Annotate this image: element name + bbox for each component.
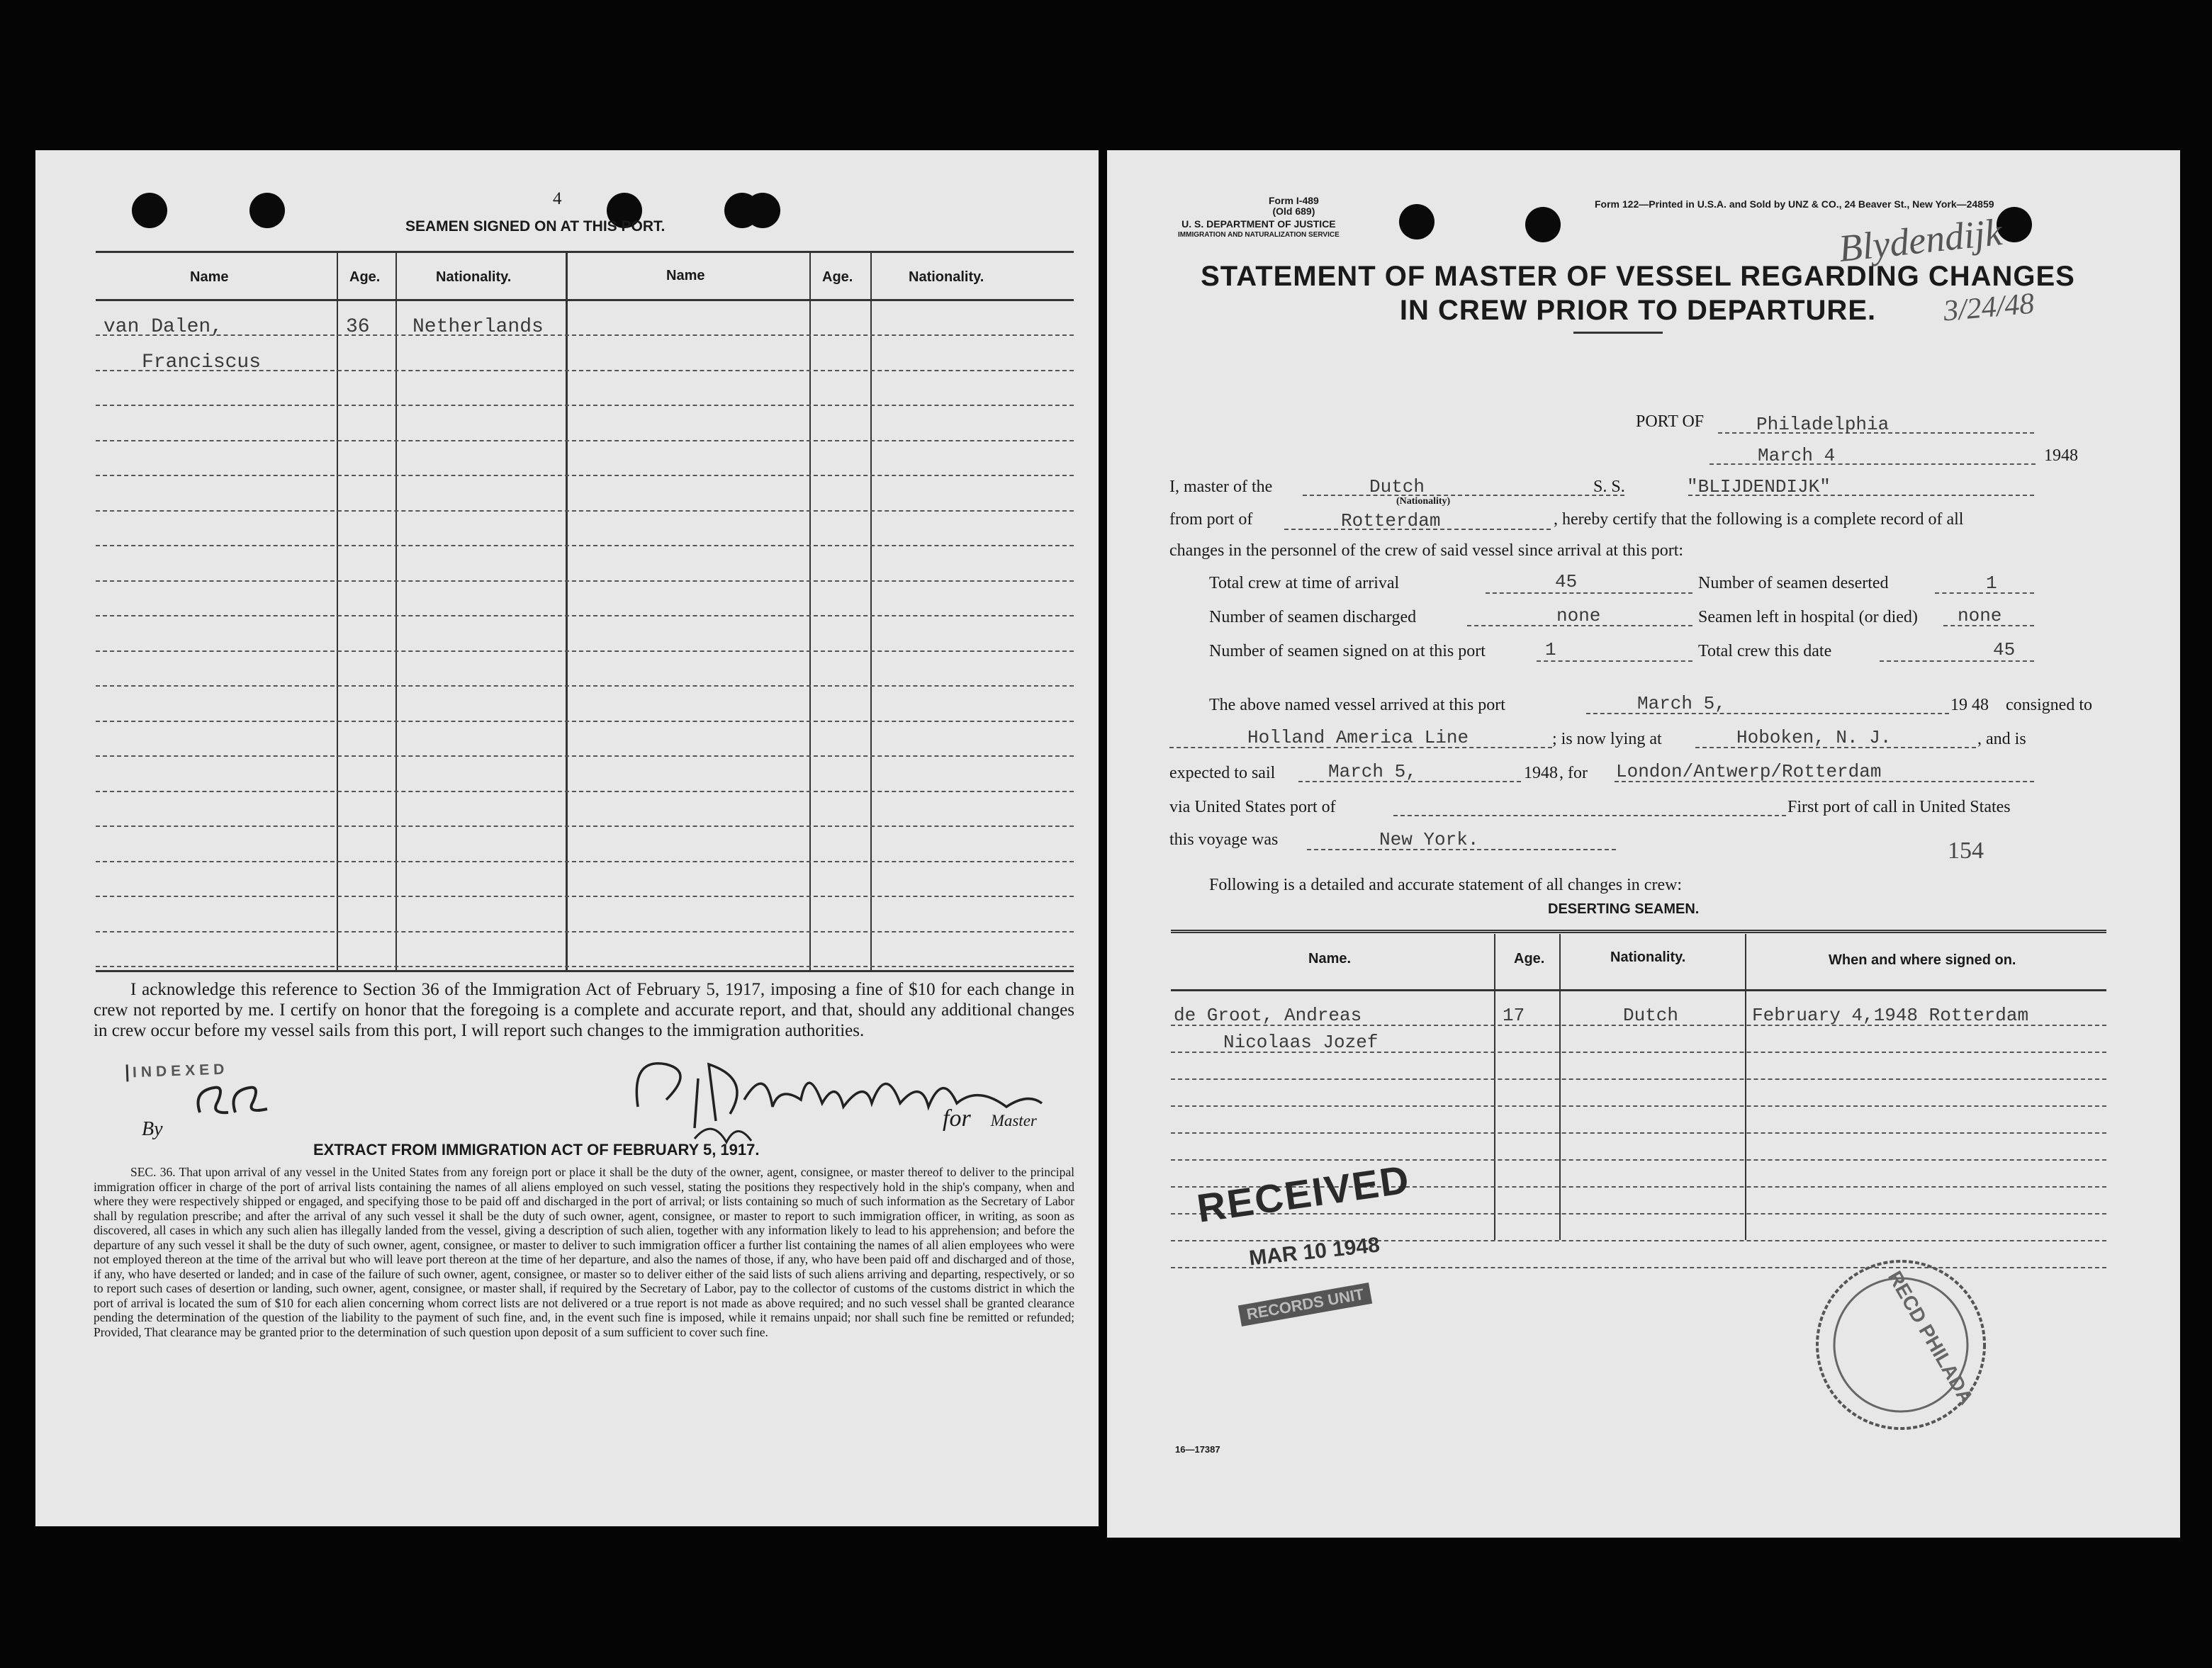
acknowledgement-text: I acknowledge this reference to Section 36 of the Immigration Act of February 5, 1917, imposing a fine of $10 for each change in crew not reported by me. I certify on honor that the foregoing is a complete and accurate report, and that, should any additional changes in crew occur before my vessel sails from this port, I will report such changes to the immigration authorities. xyxy=(94,980,1074,1040)
from-port-value: Rotterdam xyxy=(1341,510,1441,531)
table-row xyxy=(1171,1078,2106,1080)
round-stamp xyxy=(1809,1253,1993,1437)
certify-text-1: , hereby certify that the following is a complete record of all xyxy=(1554,510,1964,529)
column-header-nationality: Nationality. xyxy=(909,269,984,285)
table-row xyxy=(96,791,1074,792)
table-top-rule xyxy=(1171,930,2106,933)
first-port-label: First port of call in United States xyxy=(1787,798,2011,816)
total-crew-arrival-value: 45 xyxy=(1555,571,1578,592)
punch-hole xyxy=(745,193,780,228)
title-underline xyxy=(1573,332,1663,334)
serial-number: 154 xyxy=(1948,838,1984,864)
nationality-line xyxy=(1303,495,1624,496)
punch-hole xyxy=(249,193,285,228)
handwritten-vessel-name: Blydendijk xyxy=(1836,210,2004,270)
stat-line xyxy=(1486,592,1692,594)
master-of-label: I, master of the xyxy=(1169,478,1273,496)
page-number: 4 xyxy=(553,189,562,208)
table-row xyxy=(96,685,1074,687)
table-row xyxy=(96,861,1074,862)
seaman-name-line1: van Dalen, xyxy=(103,316,223,338)
deserter-age: 17 xyxy=(1503,1005,1525,1026)
column-header-name: Name. xyxy=(1308,951,1352,967)
deserter-nationality: Dutch xyxy=(1623,1005,1679,1026)
table-row xyxy=(1171,1105,2106,1107)
following-text: Following is a detailed and accurate statement of all changes in crew: xyxy=(1209,876,1683,894)
table-bottom-rule xyxy=(96,970,1074,972)
column-header-age: Age. xyxy=(1514,951,1545,967)
master-signature xyxy=(588,1036,1084,1149)
column-rule xyxy=(809,252,811,971)
column-header-nationality: Nationality. xyxy=(1610,949,1686,965)
punch-hole xyxy=(1525,207,1561,242)
destination-value: London/Antwerp/Rotterdam xyxy=(1616,761,1882,782)
handwritten-date: 3/24/48 xyxy=(1942,287,2036,328)
table-row xyxy=(96,755,1074,757)
from-port-label: from port of xyxy=(1169,510,1253,529)
deserter-name-line1: de Groot, Andreas xyxy=(1174,1005,1362,1026)
date-value: March 4 xyxy=(1758,445,1836,466)
table-row xyxy=(1171,1132,2106,1134)
discharged-value: none xyxy=(1556,605,1601,626)
punch-hole xyxy=(132,193,167,228)
voyage-value: New York. xyxy=(1379,829,1479,850)
table-row xyxy=(96,721,1074,722)
section-heading: SEAMEN SIGNED ON AT THIS PORT. xyxy=(405,218,666,235)
total-crew-date-value: 45 xyxy=(1993,639,2016,660)
round-stamp-text: RECD PHILADA xyxy=(1883,1267,1978,1409)
and-is-label: , and is xyxy=(1977,730,2026,748)
sail-year: 1948 xyxy=(1524,764,1558,782)
via-line xyxy=(1393,815,1786,816)
indexed-initials-scrawl xyxy=(186,1070,278,1127)
table-row xyxy=(96,405,1074,406)
table-row xyxy=(1171,1159,2106,1161)
department: U. S. DEPARTMENT OF JUSTICE IMMIGRATION AND NATURALIZATION SERVICE xyxy=(1178,218,1340,239)
table-top-rule xyxy=(96,251,1074,253)
deserted-value: 1 xyxy=(1986,573,1997,594)
master-label: for Master xyxy=(943,1105,1037,1132)
table-row xyxy=(96,510,1074,512)
column-header-name: Name xyxy=(190,269,229,285)
table-row xyxy=(96,545,1074,546)
table-row xyxy=(96,440,1074,441)
column-rule xyxy=(395,252,397,971)
table-row xyxy=(96,334,1074,336)
column-rule xyxy=(1494,934,1495,1240)
port-value: Philadelphia xyxy=(1756,414,1890,435)
ss-label: S. S. xyxy=(1593,478,1625,496)
lying-label: ; is now lying at xyxy=(1552,730,1662,748)
signed-on-value: 1 xyxy=(1545,639,1556,660)
indexed-stamp: INDEXED xyxy=(126,1061,229,1081)
indexed-by-label: By xyxy=(142,1118,163,1140)
seaman-nationality: Netherlands xyxy=(412,316,544,338)
table-row xyxy=(96,825,1074,827)
discharged-label: Number of seamen discharged xyxy=(1209,608,1417,626)
vessel-value: "BLIJDENDIJK" xyxy=(1687,476,1831,497)
records-unit-stamp: RECORDS UNIT xyxy=(1238,1283,1373,1326)
form-title: STATEMENT OF MASTER OF VESSEL REGARDING CHANGES IN CREW PRIOR TO DEPARTURE. xyxy=(1201,261,2075,326)
total-crew-arrival-label: Total crew at time of arrival xyxy=(1209,574,1400,592)
voyage-label: this voyage was xyxy=(1169,830,1279,849)
certify-text-2: changes in the personnel of the crew of said vessel since arrival at this port: xyxy=(1169,541,1684,560)
deserted-label: Number of seamen deserted xyxy=(1698,574,1889,592)
footer-code: 16—17387 xyxy=(1175,1444,1220,1455)
year-value: 1948 xyxy=(2044,446,2078,465)
received-stamp: RECEIVED xyxy=(1194,1156,1413,1231)
table-row xyxy=(96,580,1074,582)
consignee-value: Holland America Line xyxy=(1247,727,1469,748)
stat-line xyxy=(1537,660,1692,662)
for-label: , for xyxy=(1559,764,1588,782)
column-header-age: Age. xyxy=(822,269,853,285)
table-row xyxy=(96,615,1074,616)
column-header-age: Age. xyxy=(349,269,381,285)
hospital-value: none xyxy=(1958,605,2002,626)
table-row xyxy=(96,896,1074,897)
left-page xyxy=(35,150,1099,1526)
consigned-label: consigned to xyxy=(2006,696,2092,714)
seaman-name-line2: Franciscus xyxy=(142,351,262,373)
column-rule xyxy=(566,252,568,971)
deserter-name-line2: Nicolaas Jozef xyxy=(1223,1032,1379,1053)
column-header-name: Name xyxy=(666,268,705,283)
column-rule xyxy=(1559,934,1561,1240)
table-row xyxy=(96,650,1074,652)
right-page xyxy=(1107,150,2180,1538)
column-rule xyxy=(1745,934,1746,1240)
sail-label: expected to sail xyxy=(1169,764,1276,782)
arrived-year: 19 48 xyxy=(1950,696,1989,714)
port-label: PORT OF xyxy=(1636,412,1705,431)
column-rule xyxy=(337,252,338,971)
form-id: Form I-489 (Old 689) xyxy=(1269,195,1319,217)
via-label: via United States port of xyxy=(1169,798,1336,816)
table-row xyxy=(96,966,1074,967)
total-crew-date-label: Total crew this date xyxy=(1698,642,1832,660)
column-header-nationality: Nationality. xyxy=(436,269,512,285)
sail-date: March 5, xyxy=(1328,761,1417,782)
extract-text: SEC. 36. That upon arrival of any vessel in the United States from any foreign port or place it shall be the duty of the owner, agent, consignee, or master thereof to deliver to the principal immigration officer in charge of the port of arrival lists containing the names of all aliens employed on such vessel, stating the positions they respectively hold in the ship's company, when and where they were respectively shipped or engaged, and specifying those to be paid off and discharged in the port of arrival; or lists containing so much of such information as the Secretary of Labor shall by regulation prescribe; and after the arrival of any such vessel it shall be the duty of such owner, agent, consignee, or master to report to such immigration officer, in writing, as soon as discovered, all cases in which any such alien has illegally landed from the vessel, giving a description of such alien, together with any information likely to lead to his apprehension; and before the departure of any such vessel it shall be the duty of such owner, agent, consignee, or master to deliver to such immigration officer a further list containing the names of all alien employees who were not employed thereon at the time of the arrival but who will leave port thereon at the time of her departure, and also the names of those, if any, who have been paid off and discharged and of those, if any, who have deserted or landed; and in case of the failure of such owner, agent, consignee, or master so to deliver either of the said lists of such aliens arriving and departing, respectively, or so to report such cases of desertion or landing, such owner, agent, consignee, or master shall, if required by the Secretary of Labor, pay to the collector of customs of the customs district in which the port of arrival is located the sum of $10 for each alien concerning whom correct lists are not delivered or a true report is not made as above required; and no such vessel shall be granted clearance pending the determination of the question of the liability to the payment of such fine, and, in the event such fine is imposed, while it remains unpaid; nor shall such fine be remitted or refunded; Provided, That clearance may be granted prior to the determination of such question upon deposit of a sum sufficient to cover such fine. xyxy=(94,1165,1074,1339)
deserter-signed-on: February 4,1948 Rotterdam xyxy=(1752,1005,2029,1026)
hospital-label: Seamen left in hospital (or died) xyxy=(1698,608,1918,626)
nationality-value: Dutch xyxy=(1369,476,1425,497)
table-row xyxy=(96,475,1074,476)
received-date-stamp: MAR 10 1948 xyxy=(1247,1233,1381,1270)
table-header-rule xyxy=(1171,989,2106,991)
deserting-heading: DESERTING SEAMEN. xyxy=(1548,901,1700,917)
column-rule xyxy=(870,252,872,971)
seaman-age: 36 xyxy=(346,316,370,338)
printer-note: Form 122—Printed in U.S.A. and Sold by UNZ & CO., 24 Beaver St., New York—24859 xyxy=(1595,198,1994,210)
signed-on-label: Number of seamen signed on at this port xyxy=(1209,642,1486,660)
column-header-signed-on: When and where signed on. xyxy=(1829,952,2016,968)
table-row xyxy=(96,931,1074,932)
punch-hole xyxy=(1399,204,1435,240)
arrived-date: March 5, xyxy=(1637,693,1726,714)
nationality-caption: (Nationality) xyxy=(1396,496,1451,507)
stat-line xyxy=(1880,660,2034,662)
lying-value: Hoboken, N. J. xyxy=(1736,727,1892,748)
arrived-label: The above named vessel arrived at this port xyxy=(1209,696,1505,714)
stat-line xyxy=(1935,592,2034,594)
table-header-rule xyxy=(96,299,1074,301)
extract-heading: EXTRACT FROM IMMIGRATION ACT OF FEBRUARY 5, 1917. xyxy=(313,1141,760,1159)
